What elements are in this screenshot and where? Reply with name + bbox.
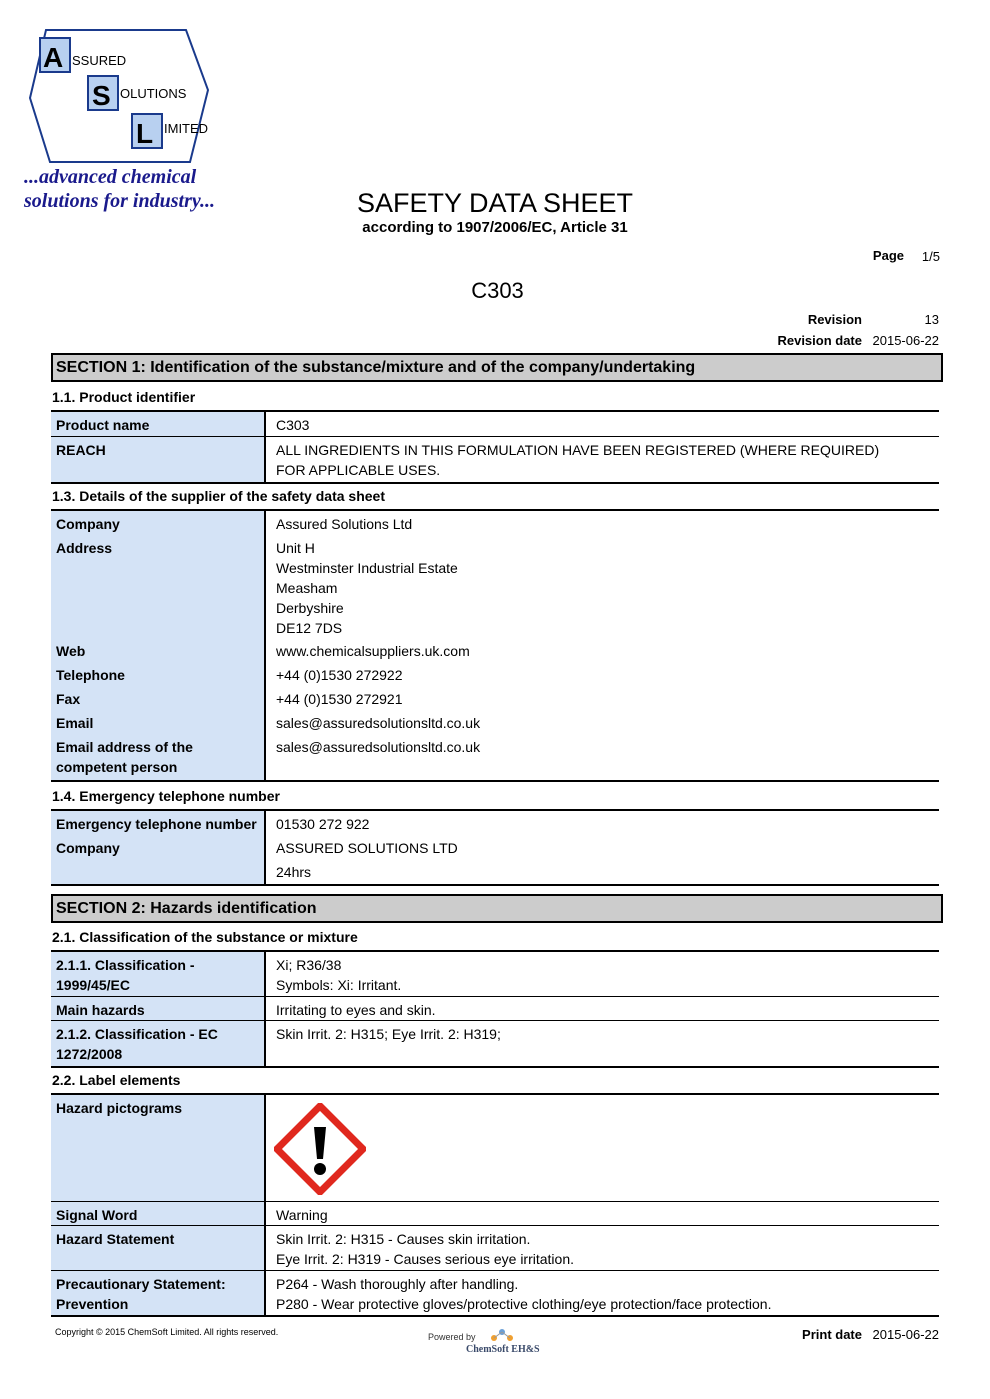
- row-label: Main hazards: [51, 997, 266, 1020]
- table-row: [51, 412, 939, 436]
- row-label: Telephone: [51, 662, 266, 686]
- row-value: [266, 437, 939, 482]
- table-row: [51, 1095, 939, 1201]
- logo-word-assured: SSURED: [72, 53, 127, 68]
- subsection-1-4-heading: 1.4. Emergency telephone number: [51, 785, 939, 811]
- row-value: C303: [276, 417, 310, 433]
- row-label: Fax: [51, 686, 266, 710]
- row-label: Hazard Statement: [51, 1226, 266, 1270]
- subsection-1-3-heading: 1.3. Details of the supplier of the safety data sheet: [51, 485, 939, 511]
- logo-word-limited: IMITED: [164, 121, 209, 136]
- row-value: Skin Irrit. 2: H315; Eye Irrit. 2: H319;: [276, 1026, 501, 1042]
- value-line: Measham: [276, 580, 338, 596]
- row-value: sales@assuredsolutionsltd.co.uk: [276, 739, 481, 755]
- company-logo: [28, 28, 210, 164]
- label-line: 2.1.2. Classification - EC: [56, 1026, 218, 1042]
- copyright-notice: Copyright © 2015 ChemSoft Limited. All rights reserved.: [55, 1327, 279, 1337]
- row-label: [51, 859, 266, 884]
- row-value: [266, 535, 939, 638]
- row-label: Hazard pictograms: [51, 1095, 266, 1201]
- chemsoft-logo-text: ChemSoft EH&S: [466, 1344, 540, 1355]
- row-label: Company: [51, 835, 266, 859]
- table-row: [51, 835, 939, 859]
- table-row: [51, 952, 939, 996]
- value-line: P264 - Wash thoroughly after handling.: [276, 1276, 519, 1292]
- revision-date-label: Revision date: [777, 333, 862, 348]
- section-1-heading: SECTION 1: Identification of the substance/mixture and of the company/undertaking: [51, 353, 943, 382]
- revision-label: Revision: [807, 312, 862, 327]
- row-value: www.chemicalsuppliers.uk.com: [276, 643, 470, 659]
- table-row: [51, 535, 939, 638]
- row-value: Assured Solutions Ltd: [276, 516, 413, 532]
- row-label: Company: [51, 511, 266, 535]
- value-line: Skin Irrit. 2: H315 - Causes skin irritation.: [276, 1231, 531, 1247]
- row-label: [51, 952, 266, 996]
- chemsoft-molecule-icon: [488, 1326, 518, 1344]
- table-row: [51, 859, 939, 884]
- value-line: Eye Irrit. 2: H319 - Causes serious eye irritation.: [276, 1251, 575, 1267]
- value-line: Unit H: [276, 540, 315, 556]
- row-value: [266, 1095, 939, 1201]
- subsection-2-2-heading: 2.2. Label elements: [51, 1069, 939, 1095]
- row-value: sales@assuredsolutionsltd.co.uk: [276, 715, 481, 731]
- powered-by-label: Powered by: [428, 1332, 476, 1342]
- row-label: Address: [51, 535, 266, 638]
- value-line: Westminster Industrial Estate: [276, 560, 458, 576]
- row-label: Product name: [51, 412, 266, 436]
- document-title: SAFETY DATA SHEET: [356, 188, 634, 218]
- table-row: [51, 996, 939, 1020]
- row-value: +44 (0)1530 272921: [276, 691, 403, 707]
- value-line: DE12 7DS: [276, 620, 343, 636]
- table-row: [51, 734, 939, 780]
- label-line: Precautionary Statement:: [56, 1276, 226, 1292]
- product-code: C303: [471, 278, 524, 303]
- print-date-value: 2015-06-22: [872, 1327, 939, 1342]
- label-line: Prevention: [56, 1296, 129, 1312]
- row-value: 01530 272 922: [276, 816, 370, 832]
- value-line: Symbols: Xi: Irritant.: [276, 977, 402, 993]
- row-label: REACH: [51, 437, 266, 482]
- logo-letter-a: A: [43, 42, 64, 73]
- label-elements-table: [51, 1095, 939, 1317]
- row-label: Signal Word: [51, 1202, 266, 1225]
- row-value: 24hrs: [276, 864, 312, 880]
- document-subtitle: according to 1907/2006/EC, Article 31: [362, 219, 628, 236]
- value-line: ALL INGREDIENTS IN THIS FORMULATION HAVE BEEN REGISTERED (WHERE REQUIRED): [276, 442, 880, 458]
- row-value: ASSURED SOLUTIONS LTD: [276, 840, 458, 856]
- row-value: Warning: [276, 1207, 328, 1223]
- tagline-line-2: solutions for industry...: [24, 190, 215, 212]
- tagline-line-1: ...advanced chemical: [24, 166, 197, 188]
- table-row: [51, 1270, 939, 1315]
- logo-letter-s: S: [92, 80, 111, 111]
- table-row: [51, 686, 939, 710]
- row-label: [51, 1271, 266, 1315]
- row-label: [51, 1021, 266, 1066]
- row-label: [51, 734, 266, 780]
- label-line: 1272/2008: [56, 1046, 123, 1062]
- table-row: [51, 638, 939, 662]
- table-row: [51, 1201, 939, 1225]
- row-value: [266, 1226, 939, 1270]
- subsection-1-1-heading: 1.1. Product identifier: [51, 386, 939, 412]
- label-line: competent person: [56, 759, 178, 775]
- table-row: [51, 1225, 939, 1270]
- page-number: 1/5: [921, 249, 940, 264]
- emergency-telephone-table: [51, 811, 939, 886]
- table-row: [51, 662, 939, 686]
- supplier-details-table: [51, 511, 939, 782]
- revision-date-value: 2015-06-22: [872, 333, 939, 348]
- row-label: Emergency telephone number: [51, 811, 266, 835]
- label-line: Email address of the: [56, 739, 193, 755]
- label-line: 1999/45/EC: [56, 977, 130, 993]
- table-row: [51, 710, 939, 734]
- subsection-2-1-heading: 2.1. Classification of the substance or mixture: [51, 926, 939, 952]
- value-line: P280 - Wear protective gloves/protective clothing/eye protection/face protection.: [276, 1296, 772, 1312]
- table-row: [51, 1020, 939, 1066]
- logo-letter-l: L: [136, 118, 154, 149]
- row-value: [266, 1271, 939, 1315]
- value-line: FOR APPLICABLE USES.: [276, 462, 441, 478]
- logo-word-solutions: OLUTIONS: [120, 86, 187, 101]
- label-line: 2.1.1. Classification -: [56, 957, 195, 973]
- row-value: Irritating to eyes and skin.: [276, 1002, 436, 1018]
- table-row: [51, 511, 939, 535]
- exclamation-mark-ghs-icon: [274, 1103, 366, 1195]
- revision-value: 13: [924, 312, 939, 327]
- product-identifier-table: [51, 412, 939, 484]
- value-line: Xi; R36/38: [276, 957, 342, 973]
- page-label: Page: [872, 248, 904, 263]
- section-2-heading: SECTION 2: Hazards identification: [51, 894, 943, 923]
- value-line: Derbyshire: [276, 600, 344, 616]
- row-label: Web: [51, 638, 266, 662]
- classification-table: [51, 952, 939, 1068]
- table-row: [51, 436, 939, 482]
- row-value: [266, 952, 939, 996]
- print-date-label: Print date: [802, 1327, 862, 1342]
- table-row: [51, 811, 939, 835]
- row-value: +44 (0)1530 272922: [276, 667, 403, 683]
- row-label: Email: [51, 710, 266, 734]
